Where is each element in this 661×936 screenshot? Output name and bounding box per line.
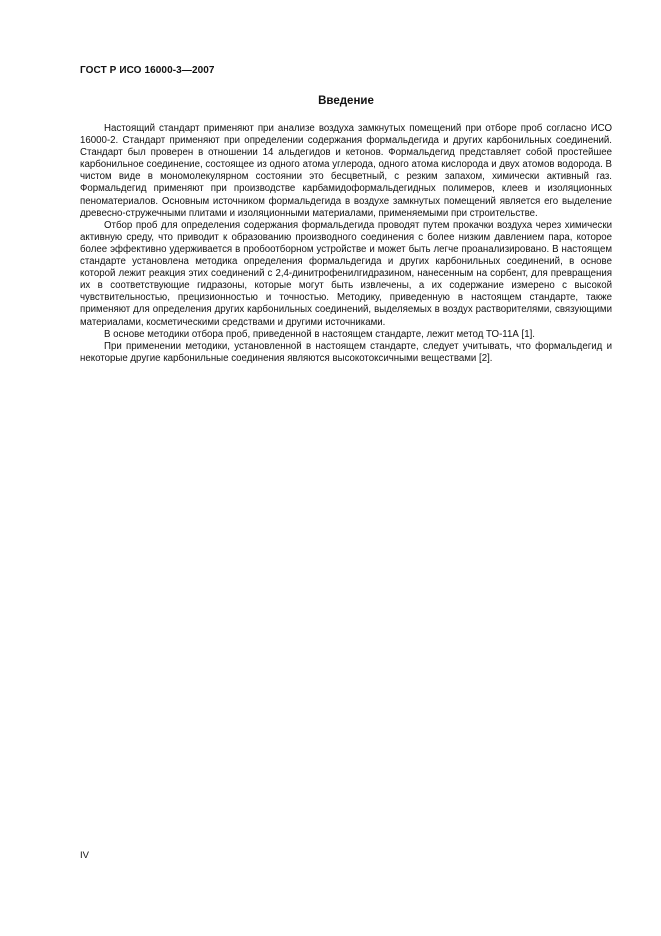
paragraph: Отбор проб для определения содержания формальдегида проводят путем прокачки воздуха через химически активную среду, что приводит к образованию производного соединения с более низким давлением пара, которое более эффективно удерживается в пробоотборном устройстве и может быть легче проанализировано. В настоящем стандарте установлена методика определения формальдегида и других карбонильных соединений, в основе которой лежит реакция этих соединений с 2,4-динитрофенилгидразином, нанесенным на сорбент, для превращения их в соответствующие гидразоны, которые могут быть извлечены, а их содержание измерено с высокой чувствительностью, прецизионностью и точностью. Методику, приведенную в настоящем стандарте, также применяют для определения других карбонильных соединений, выделяемых в воздух растворителями, связующими материалами, косметическими средствами и другими источниками. (80, 219, 612, 328)
document-code: ГОСТ Р ИСО 16000-3—2007 (80, 65, 215, 76)
paragraph: В основе методики отбора проб, приведенной в настоящем стандарте, лежит метод ТО-11А [1]. (104, 328, 535, 340)
body-text (80, 123, 612, 365)
paragraph: При применении методики, установленной в настоящем стандарте, следует учитывать, что формальдегид и некоторые другие карбонильные соединения являются высокотоксичными веществами [2]. (80, 340, 612, 364)
paragraph: Настоящий стандарт применяют при анализе воздуха замкнутых помещений при отборе проб согласно ИСО 16000-2. Стандарт применяют при определении содержания формальдегида и других карбонильных соединений. Стандарт был проверен в отношении 14 альдегидов и кетонов. Формальдегид представляет собой простейшее карбонильное соединение, состоящее из одного атома углерода, одного атома кислорода и двух атомов водорода. В чистом виде в мономолекулярном состоянии это бесцветный, с резким запахом, химически активный газ. Формальдегид применяют при производстве карбамидоформальдегидных полимеров, клеев и изоляционных пеноматериалов. Основным источником формальдегида в воздухе замкнутых помещений является его выделение древесно-стружечными плитами и изоляционными материалами, применяемыми при строительстве. (80, 123, 612, 219)
section-title: Введение (318, 95, 374, 107)
page-number: IV (80, 850, 89, 861)
